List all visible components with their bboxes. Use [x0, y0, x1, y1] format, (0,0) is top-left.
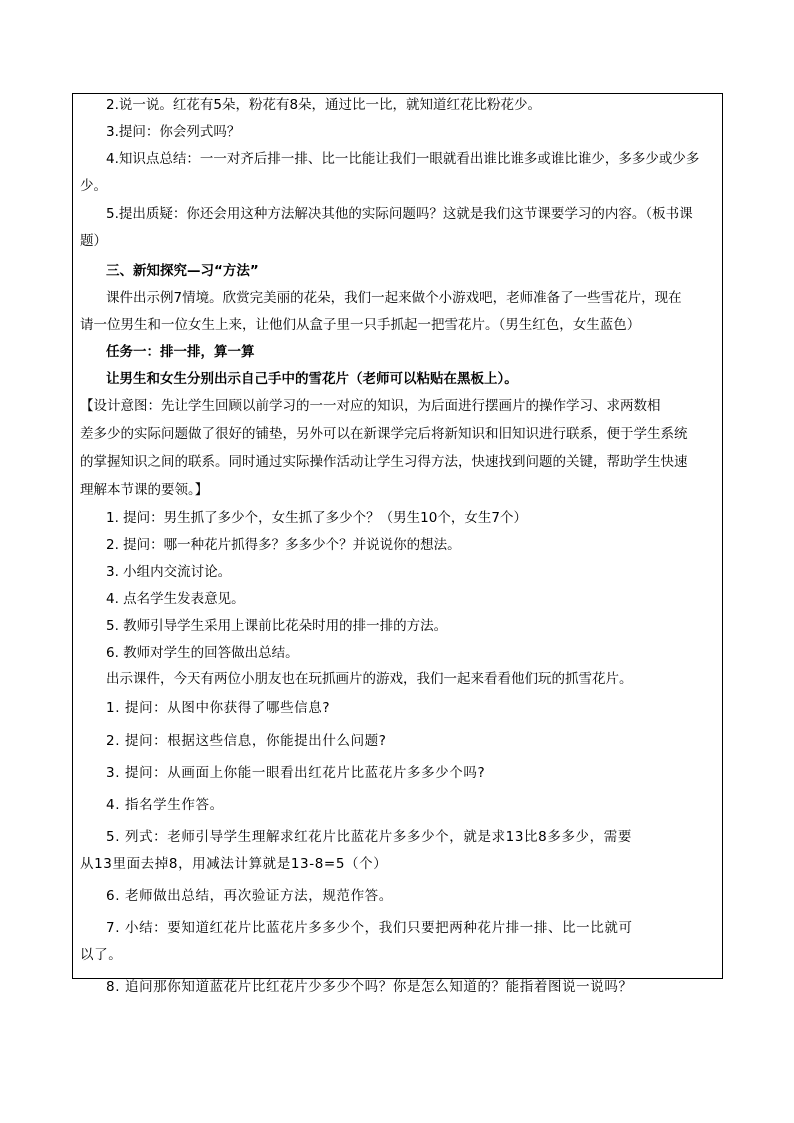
list-item: 1. 提问：从图中你获得了哪些信息? — [106, 700, 331, 716]
list-item: 6. 老师做出总结，再次验证方法，规范作答。 — [106, 888, 393, 904]
design-intent-line: 【设计意图：先让学生回顾以前学习的一一对应的知识，为后面进行摆画片的操作学习、求两数相 — [80, 398, 661, 414]
text-line: 3.提问：你会列式吗？ — [106, 124, 241, 140]
list-item: 6. 教师对学生的回答做出总结。 — [106, 645, 299, 661]
list-item: 7. 小结：要知道红花片比蓝花片多多少个，我们只要把两种花片排一排、比一比就可 — [106, 920, 633, 936]
design-intent-line: 理解本节课的要领。】 — [80, 482, 209, 498]
text-line: 5.提出质疑：你还会用这种方法解决其他的实际问题吗？这就是我们这节课要学习的内容。（板书课 — [106, 206, 693, 222]
design-intent-line: 的掌握知识之间的联系。同时通过实际操作活动让学生习得方法，快速找到问题的关键，帮助学生快速 — [80, 454, 688, 470]
list-item-continued: 从13里面去掉8，用减法计算就是13-8=5（个） — [80, 856, 388, 872]
bold-instruction: 让男生和女生分别出示自己手中的雪花片（老师可以粘贴在黑板上）。 — [106, 371, 518, 387]
text-line: 请一位男生和一位女生上来，让他们从盒子里一只手抓起一把雪花片。（男生红色，女生蓝色） — [80, 317, 641, 333]
text-line: 少。 — [80, 178, 107, 194]
list-item: 5. 列式：老师引导学生理解求红花片比蓝花片多多少个，就是求13比8多多少，需要 — [106, 829, 632, 845]
text-line: 2.说一说。红花有5朵，粉花有8朵，通过比一比，就知道红花比粉花少。 — [106, 97, 542, 113]
task-heading: 任务一：排一排，算一算 — [106, 344, 255, 360]
list-item: 4. 点名学生发表意见。 — [106, 591, 245, 607]
list-item: 3. 提问：从画面上你能一眼看出红花片比蓝花片多多少个吗? — [106, 765, 486, 781]
list-item: 2. 提问：哪一种花片抓得多？多多少个？并说说你的想法。 — [106, 537, 461, 553]
list-item: 3. 小组内交流讨论。 — [106, 564, 232, 580]
design-intent-line: 差多少的实际问题做了很好的铺垫，另外可以在新课学完后将新知识和旧知识进行联系，便于学生系统 — [80, 426, 688, 442]
text-line: 4.知识点总结：一一对齐后排一排、比一比能让我们一眼就看出谁比谁多或谁比谁少，多多少或少多 — [106, 151, 700, 167]
list-item-continued: 以了。 — [80, 947, 123, 963]
text-line: 题） — [80, 233, 107, 249]
text-line: 课件出示例7情境。欣赏完美丽的花朵，我们一起来做个小游戏吧，老师准备了一些雪花片，现在 — [106, 290, 682, 306]
list-item: 2. 提问：根据这些信息，你能提出什么问题? — [106, 733, 387, 749]
list-item: 8. 追问那你知道蓝花片比红花片少多少个吗？你是怎么知道的？能指着图说一说吗？ — [106, 979, 633, 995]
list-item: 4. 指名学生作答。 — [106, 797, 224, 813]
list-item: 5. 教师引导学生采用上课前比花朵时用的排一排的方法。 — [106, 618, 448, 634]
list-item: 1. 提问：男生抓了多少个，女生抓了多少个？（男生10个，女生7个） — [106, 510, 527, 526]
section-heading: 三、新知探究—习“方法” — [106, 263, 259, 279]
text-line: 出示课件，今天有两位小朋友也在玩抓画片的游戏，我们一起来看看他们玩的抓雪花片。 — [106, 671, 633, 687]
